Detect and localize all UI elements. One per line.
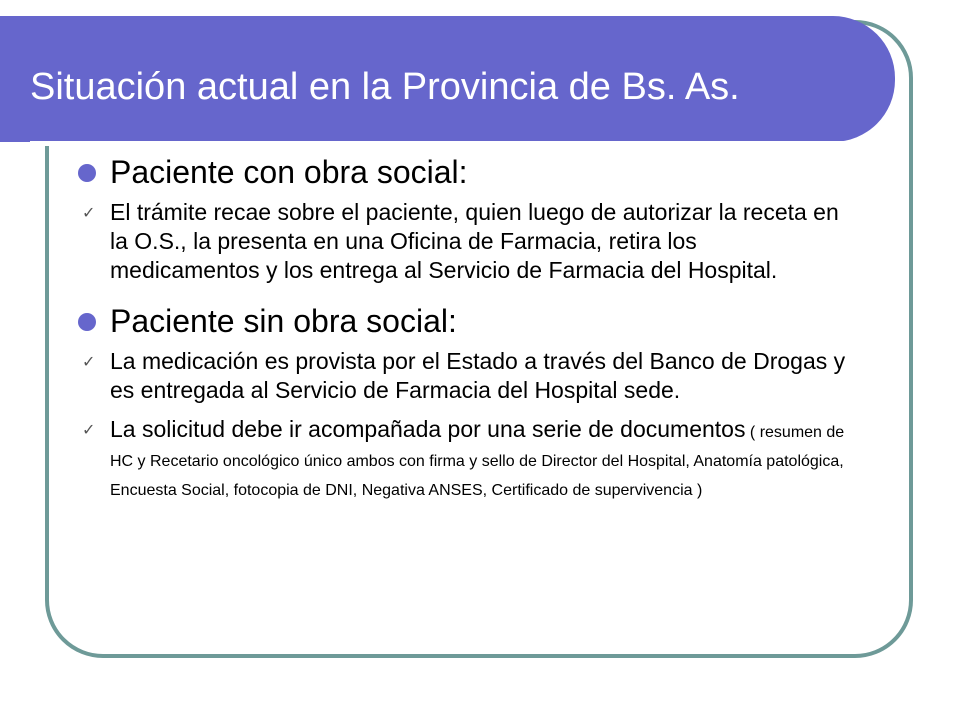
section-heading [78,299,848,343]
list-item-detail: ( resumen de HC y Recetario oncológico único ambos con firma y sello de Director del Hospital, Anatomía patológica, Encuesta Social, fotocopia de DNI, Negativa ANSES, Certificado de supervivencia ) [110,424,845,499]
list-item-text: La solicitud debe ir acompañada por una serie de documentos [110,416,746,442]
check-icon: ✓ [82,203,96,222]
slide-title: Situación actual en la Provincia de Bs. As. [30,66,740,108]
round-bullet-icon [78,313,96,331]
list-item [78,198,848,285]
section-heading [78,150,848,194]
check-icon: ✓ [82,352,96,371]
list-item [78,415,848,502]
list-item-text: La medicación es provista por el Estado a través del Banco de Drogas y es entregada al Servicio de Farmacia del Hospital sede. [110,348,846,403]
section-heading-text: Paciente sin obra social: [110,303,457,339]
list-item [78,347,848,405]
section-heading-text: Paciente con obra social: [110,154,468,190]
list-item-text: El trámite recae sobre el paciente, quien luego de autorizar la receta en la O.S., la presenta en una Oficina de Farmacia, retira los medicamentos y los entrega al Servicio de Farmacia del Hospital. [110,199,839,283]
check-icon: ✓ [82,420,96,439]
round-bullet-icon [78,164,96,182]
slide-content [78,146,848,502]
title-bar [0,16,895,142]
